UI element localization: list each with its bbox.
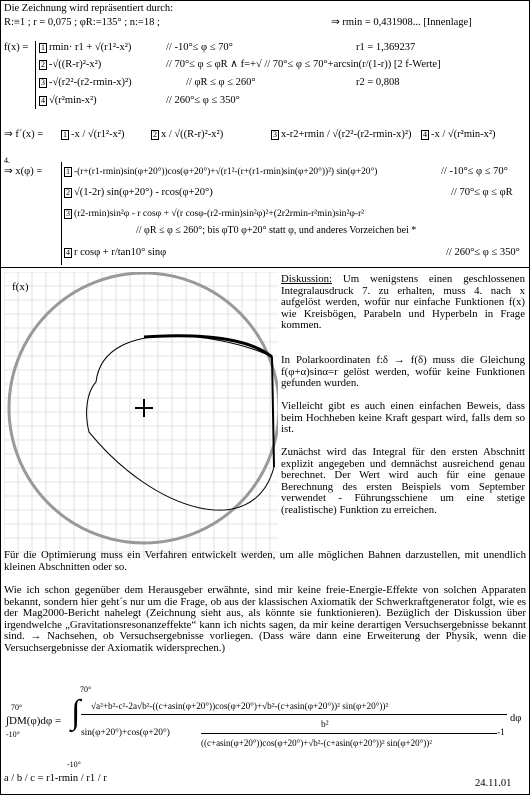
parameters: R:≡1 ; r = 0,075 ; φR:=135° ; n:=18 ; [4,17,160,28]
date: 24.11.01 [475,778,512,789]
fraction-bar [81,714,507,715]
xphi-line-4: r cosφ + r/tan10° sinφ [74,247,167,258]
discussion-title: Diskussion: [281,273,332,285]
xphi-line-1: -(r+(r1-rmin)sin(φ+20°))cos(φ+20°)+√(r1²-(r+(r1-rmin)sin(φ+20°))²) sin(φ+20°) [74,167,378,177]
integral-numerator: √a²+b²-c²-2a√b²-((c+asin(φ+20°))cos(φ+20°)+√b²-(c+asin(φ+20°))² sin(φ+20°))² [91,701,389,711]
integral-lhs-upper: 70° [11,703,23,712]
fx-label: f(x) = [4,42,29,53]
f-line-3: -√(r2²-(r2-rmin-x)²) [49,77,132,88]
integral-denominator-b: b² [321,720,329,730]
inner-fraction-bar [201,733,497,734]
f-cond-4: // 260°≤ φ ≤ 350° [166,95,240,106]
bottom-p2: Wie ich schon gegenüber dem Herausgeber erwähnte, sind mir keine freie-Energie-Effekte von solchen Apparaten bekannt, sondern hier geht´s nur um die Frage, ob aus der klassischen Axiomatik der Schwerkraftgenerator folgt, wie es der Mag2000-Bericht nahelegt (Zeichnung sieht aus, als könnte sie funktionieren). Bezüglich der Diskussion über irgendwelche „Gravitationsresonanzeffekte“ kann ich nichts sagen, da mir keine derartigen Versuchsergebnisse bekannt sind. → Nachsehen, ob Versuchsergebnisse vorliegen. (Dass wäre dann eine Erweiterung der Physik, wenn die Versuchsergebnisse der Axiomatik widersprechen.) [4,584,526,654]
abc-definition: a / b / c = r1-rmin / r1 / r [4,773,107,784]
bottom-p1: Für die Optimierung muss ein Verfahren entwickelt werden, um alle möglichen Bahnen darzustellen, mit unendlich kleinen Abschnitten oder so. [4,549,526,573]
xphi-line-3a: (r2-rmin)sin²φ - r cosφ + √(r cosφ-(r2-rmin)sin²φ)²+(2r2rmin-r²min)sin²φ-r² [74,208,365,219]
discussion-p1 [281,274,525,332]
xphi-cond-1: // -10°≤ φ ≤ 70° [441,166,508,177]
fprime-label: ⇒ f´(x) = [4,129,44,140]
r1-value: r1 = 1,369237 [356,42,416,53]
guide-curve-inner [87,336,274,510]
f-line-2: -√((R-r)²-x²) [49,59,102,70]
r2-value: r2 = 0,808 [356,77,400,88]
integral-denominator-a: sin(φ+20°)+cos(φ+20°) [81,728,170,738]
f-cond-2: // 70°≤ φ ≤ φR ∧ f=+√ // 70°≤ φ ≤ 70°+arcsin(r/(1-r)) [2 f-Werte] [166,59,441,70]
xphi-label: ⇒ x(φ) = [4,166,43,177]
f-cond-1: // -10°≤ φ ≤ 70° [166,42,233,53]
fprime-term-2: x / √((R-r)²-x²) [161,129,224,140]
integral-lhs: ∫DM(φ)dφ = [6,715,62,727]
f-cond-3: // φR ≤ φ ≤ 260° [186,77,256,88]
discussion-p3: Vielleicht gibt es auch einen einfachen Beweis, dass beim Hochheben keine Kraft gespart wird, falls dem so ist. [281,400,525,436]
f-line-1: rmin· r1 + √(r1²-x²) [49,42,132,53]
discussion-p4: Zunächst wird das Integral für den ersten Abschnitt explizit angegeben und demnächst ausreichend genau berechnet. Der Wert wird auch für eine genaue Berechnung des ersten Beispiels vom September verwendet - Führungsschiene um eine stetige (realistische) Funktion zu erreichen. [281,446,525,516]
brace-line [61,162,63,265]
xphi-cond-4: // 260°≤ φ ≤ 350° [446,247,520,258]
integral-denominator-c: ((c+asin(φ+20°))cos(φ+20°)+√b²-(c+asin(φ+20°))² sin(φ+20°))² [201,738,432,748]
integral-upper-limit: 70° [80,685,92,694]
integral-dphi: dφ [510,713,522,724]
discussion-p2: In Polarkoordinaten f:δ → f(δ) muss die Gleichung f(φ+α)sinα=r gelöst werden, wofür keine Funktionen gefunden wurden. [281,354,525,390]
xphi-line-3b: // φR ≤ φ ≤ 260°; bis φT0 φ+20° statt φ, und anderes Vorzeichen bei * [136,225,417,236]
integral-denominator-tail: -1 [497,728,505,738]
brace-line [35,41,37,109]
fprime-term-1: -x / √(r1²-x²) [71,129,125,140]
discussion-text: Um wenigstens einen geschlossenen Integralausdruck 7. zu erhalten, muss 4. nach x aufgelöst werden, wofür nur einfache Funktionen f(x) wie Kreisbögen, Parabeln und Hyperbeln in Frage kommen. [281,273,525,332]
integral-lower-limit: -10° [67,760,81,769]
fprime-term-3: x-r2+rmin / √(r2²-(r2-rmin-x)²) [281,129,412,140]
curve-plot [4,272,278,560]
integral-lhs-lower: -10° [6,730,20,739]
integral-sign: ∫ [71,694,81,731]
xphi-line-2: √(1-2r) sin(φ+20°) - rcos(φ+20°) [74,187,213,198]
section-number: 4. [4,156,10,165]
document-page: Die Zeichnung wird repräsentiert durch: R:≡1 ; r = 0,075 ; φR:=135° ; n:=18 ; ⇒ rmin = 0,431908... [Innenlage] f(x) = 1 rmin· r1 + √(r1²-x²) // -10°≤ φ ≤ 70° r1 = 1,369237 2 -√((R-r)²-x²) // 70°≤ φ ≤ φR ∧ f=+√ // 70°≤ φ ≤ 70°+arcsin(r/(1-r)) [2 f-Werte] 3 -√(r2²-(r2-rmin-x)²) // φR ≤ φ ≤ 260° r2 = 0,808 4 √(r²min-x²) // 260°≤ φ ≤ 350° ⇒ f´(x) = 1 -x / √(r1²-x²) 2 x / √((R-r)²-x²) 3 x-r2+rmin / √(r2²-(r2-rmin-x)²) 4 -x / √(r²min-x²) 4. ⇒ x(φ) = 1 -(r+(r1-rmin)sin(φ+20°))cos(φ+20°)+√(r1²-(r+(r1-rmin)sin(φ+20°))²) sin(φ+20°) // -10°≤ φ ≤ 70° 2 √(1-2r) sin(φ+20°) - rcos(φ+20°) // 70°≤ φ ≤ φR 3 (r2-rmin)sin²φ - r cosφ + √(r cosφ-(r2-rmin)sin²φ)²+(2r2rmin-r²min)sin²φ-r² // φR ≤ φ ≤ 260°; bis φT0 φ+20° statt φ, und anderes Vorzeichen bei * 4 r cosφ + r/tan10° sinφ // 260°≤ φ ≤ 350° f(x) Diskussion: Um wenigstens einen geschlossenen Integralausdruck 7. zu erhalten, muss 4. nach x aufgelöst werden, wofür nur einfache Funktionen f(x) wie Kreisbögen, Parabeln und Hyperbeln in Frage kommen. In Polarkoordinaten f:δ → f(δ) muss die Gleichung f(φ+α)sinα=r gelöst werden, wofür keine Funktionen gefunden wurden. Vielleicht gibt es auch einen einfachen Beweis, dass beim Hochheben keine Kraft gespart wird, falls dem so ist. Zunächst wird das Integral für den ersten Abschnitt explizit angegeben und demnächst ausreichend genau berechnet. Der Wert wird auch für eine genaue Berechnung des ersten Beispiels vom September verwendet - Führungsschiene um eine stetige (realistische) Funktion zu erreichen. Für die Optimierung muss ein Verfahren entwickelt werden, um alle möglichen Bahnen darzustellen, mit unendlich kleinen Abschnitten oder so. Wie ich schon gegenüber dem Herausgeber erwähnte, sind mir keine freie-Energie-Effekte von solchen Apparaten bekannt, sondern hier geht´s nur um die Frage, ob aus der klassischen Axiomatik der Schwerkraftgenerator folgt, wie es der Mag2000-Bericht nahelegt (Zeichnung sieht aus, als könnte sie funktionieren). Bezüglich der Diskussion über irgendwelche „Gravitationsresonanzeffekte“ kann ich nichts sagen, da mir keine derartigen Versuchsergebnisse bekannt sind. → Nachsehen, ob Versuchsergebnisse vorliegen. (Dass wäre dann eine Erweiterung der Physik, wenn die Versuchsergebnisse der Axiomatik widersprechen.) 70° 70° ∫DM(φ)dφ = -10° ∫ -10° √a²+b²-c²-2a√b²-((c+asin(φ+20°))cos(φ+20°)+√b²-(c+asin(φ+20°))² sin(φ+20°))² sin(φ+20°)+cos(φ+20°) b² ((c+asin(φ+20°))cos(φ+20°)+√b²-(c+asin(φ+20°))² sin(φ+20°))² -1 dφ a / b / c = r1-rmin / r1 / r 24.11.01 [0,0,530,795]
divider [1,267,529,268]
xphi-cond-2: // 70°≤ φ ≤ φR [451,187,513,198]
intro-text: Die Zeichnung wird repräsentiert durch: [4,3,174,14]
plot-axis-label: f(x) [12,281,29,293]
rmin-result: ⇒ rmin = 0,431908... [Innenlage] [331,17,472,28]
f-line-4: √(r²min-x²) [49,95,97,106]
fprime-term-4: -x / √(r²min-x²) [431,129,496,140]
